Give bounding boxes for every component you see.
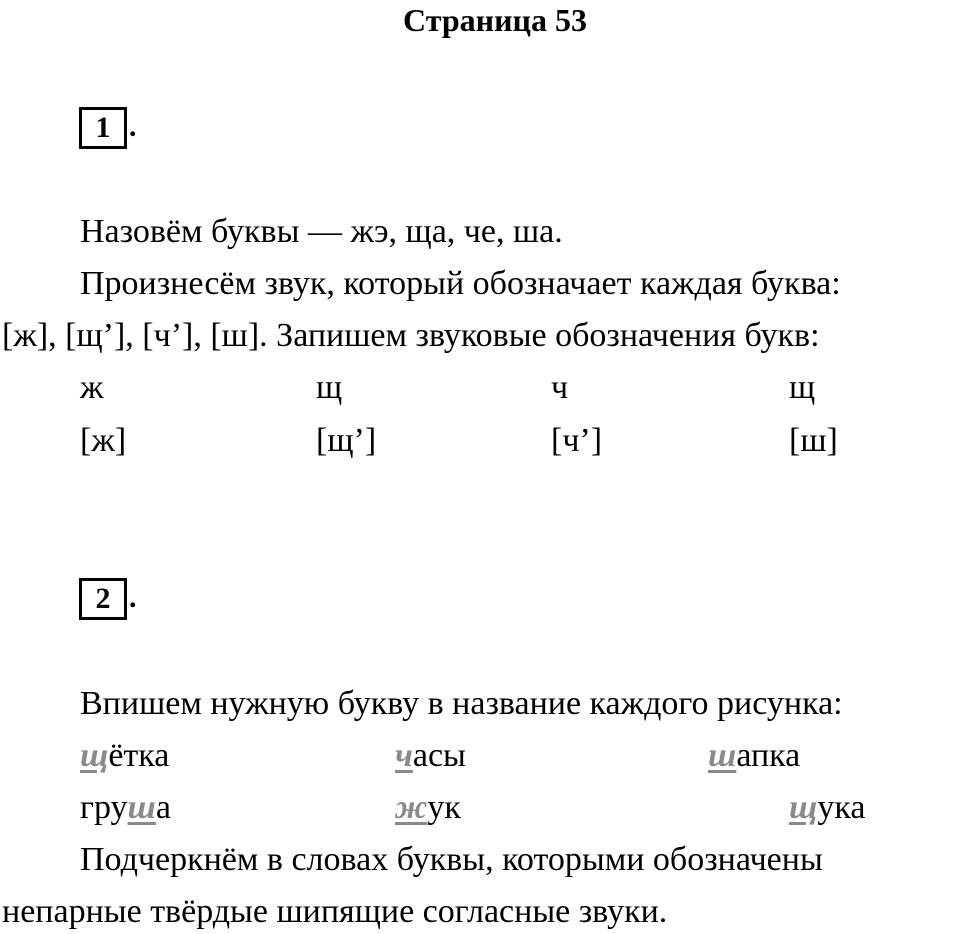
word-6-post: ука — [817, 789, 866, 826]
sound-2: [щ’] — [316, 422, 377, 459]
word-5-filled-letter: ж — [395, 789, 428, 826]
task-2-closing-line-2: непарные твёрдые шипящие согласные звуки. — [2, 893, 668, 930]
sound-3: [ч’] — [551, 422, 603, 459]
letter-3: ч — [551, 369, 569, 406]
page-title: Страница 53 — [403, 2, 587, 38]
word-1 — [80, 736, 169, 776]
word-4-pre: гру — [80, 789, 128, 826]
word-3-post: апка — [736, 737, 801, 774]
word-2 — [395, 736, 466, 776]
word-4-post: а — [155, 789, 171, 826]
letter-4: щ — [789, 369, 816, 406]
word-1-filled-letter: щ — [80, 737, 109, 774]
task-1-line-2: Произнесём звук, который обозначает каждая буква: — [80, 265, 841, 302]
task-1-line-3: [ж], [щ’], [ч’], [ш]. Запишем звуковые обозначения букв: — [2, 317, 820, 354]
word-4-filled-letter: ш — [127, 789, 156, 826]
task-2-number-box — [79, 578, 127, 620]
letter-1: ж — [80, 369, 104, 406]
task-2-closing-line-1: Подчеркнём в словах буквы, которыми обозначены — [80, 841, 823, 878]
sound-4: [ш] — [789, 422, 838, 459]
word-5 — [395, 788, 461, 828]
word-1-post: ётка — [108, 737, 170, 774]
word-6 — [789, 788, 865, 828]
word-2-post: асы — [412, 737, 466, 774]
task-1-line-1: Назовём буквы — жэ, ща, че, ша. — [80, 213, 563, 250]
task-1-number: 1 — [95, 111, 111, 144]
word-6-filled-letter: щ — [789, 789, 818, 826]
task-2-number-suffix: . — [129, 581, 137, 614]
task-2-number: 2 — [95, 582, 111, 615]
sound-1: [ж] — [80, 422, 127, 459]
letter-2: щ — [316, 369, 343, 406]
word-2-filled-letter: ч — [395, 737, 413, 774]
word-3-filled-letter: ш — [708, 737, 737, 774]
task-2-instruction: Впишем нужную букву в название каждого рисунка: — [80, 685, 843, 722]
word-5-post: ук — [427, 789, 461, 826]
task-1-number-suffix: . — [129, 110, 137, 143]
word-3 — [708, 736, 800, 776]
task-1-number-box — [79, 107, 127, 149]
word-4 — [80, 788, 171, 828]
